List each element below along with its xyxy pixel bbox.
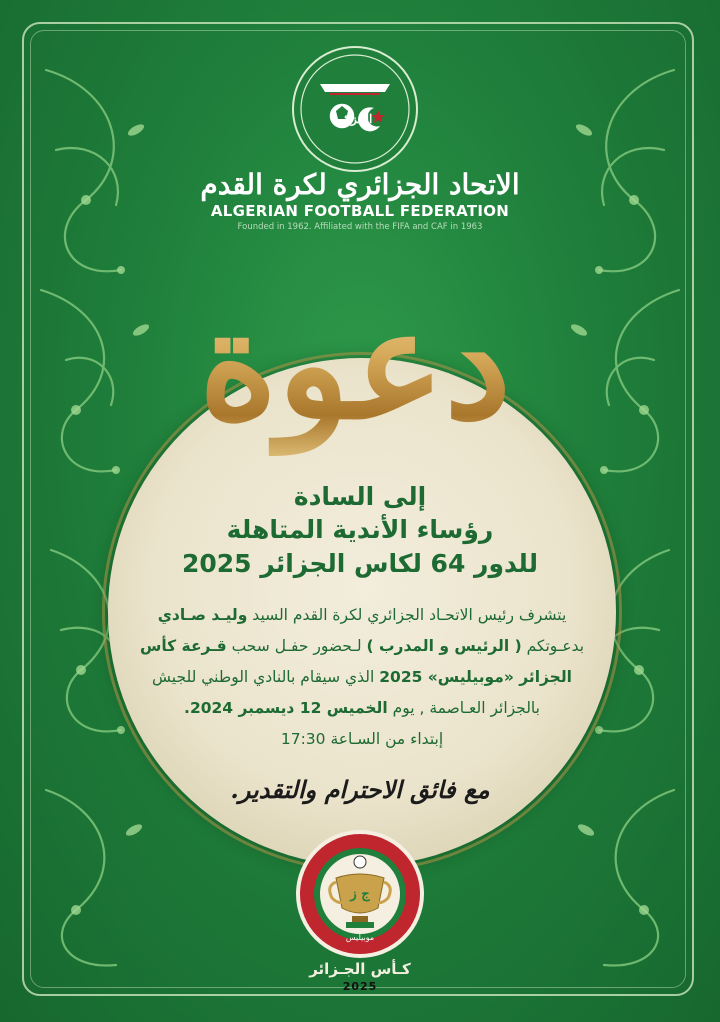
- body-text-segment: بدعـوتكم: [521, 637, 585, 655]
- federation-founding-note: Founded in 1962. Affiliated with the FIFA and CAF in 1963: [237, 222, 483, 232]
- body-line-5: إبتداء من السـاعة 17:30: [280, 730, 444, 748]
- event-name-part-1: قـرعة كأس: [139, 637, 227, 655]
- logo-caption: الجزائر: [337, 112, 373, 126]
- body-line-2: [92, 631, 632, 662]
- invitation-body: [92, 600, 632, 755]
- faf-logo: [290, 44, 420, 174]
- cup-caption: كـأس الجـزائر: [309, 960, 411, 978]
- svg-text:ج ز: ج ز: [350, 887, 370, 902]
- cup-sponsor-label: موبيليس: [345, 933, 375, 942]
- recipient-line-3: للدور 64 لكاس الجزائر 2025: [181, 549, 539, 578]
- body-text-segment: لـحضور حفـل سحب: [226, 637, 367, 655]
- recipient-line-1: إلى السادة: [293, 482, 427, 511]
- body-text-segment: الذي سيقام بالنادي الوطني للجيش: [152, 668, 380, 686]
- event-date: الخميس 12 ديسمبر 2024.: [184, 699, 388, 717]
- event-name-part-2: الجزائر «موبيليس» 2025: [379, 668, 572, 686]
- federation-name-english: ALGERIAN FOOTBALL FEDERATION: [210, 202, 510, 220]
- invitation-title: دعوة: [180, 265, 530, 465]
- body-line-4: [92, 693, 632, 724]
- recipient-line-2: رؤساء الأندية المتاهلة: [226, 515, 494, 544]
- body-text-segment: بالجزائر العـاصمة , يوم: [387, 699, 540, 717]
- body-text-segment: يتشرف رئيس الاتحـاد الجزائري لكرة القدم السيد: [247, 606, 567, 624]
- cup-year: 2025: [342, 980, 378, 993]
- algerian-cup-logo: [292, 826, 428, 962]
- body-line-1: [92, 600, 632, 631]
- invitees: ( الرئيس و المدرب ): [366, 637, 522, 655]
- closing-phrase: مع فائق الاحترام والتقدير.: [230, 775, 490, 804]
- federation-name-arabic: الاتحاد الجزائري لكرة القدم: [200, 168, 520, 201]
- president-name: وليـد صـادي: [157, 606, 248, 624]
- body-line-3: [92, 662, 632, 693]
